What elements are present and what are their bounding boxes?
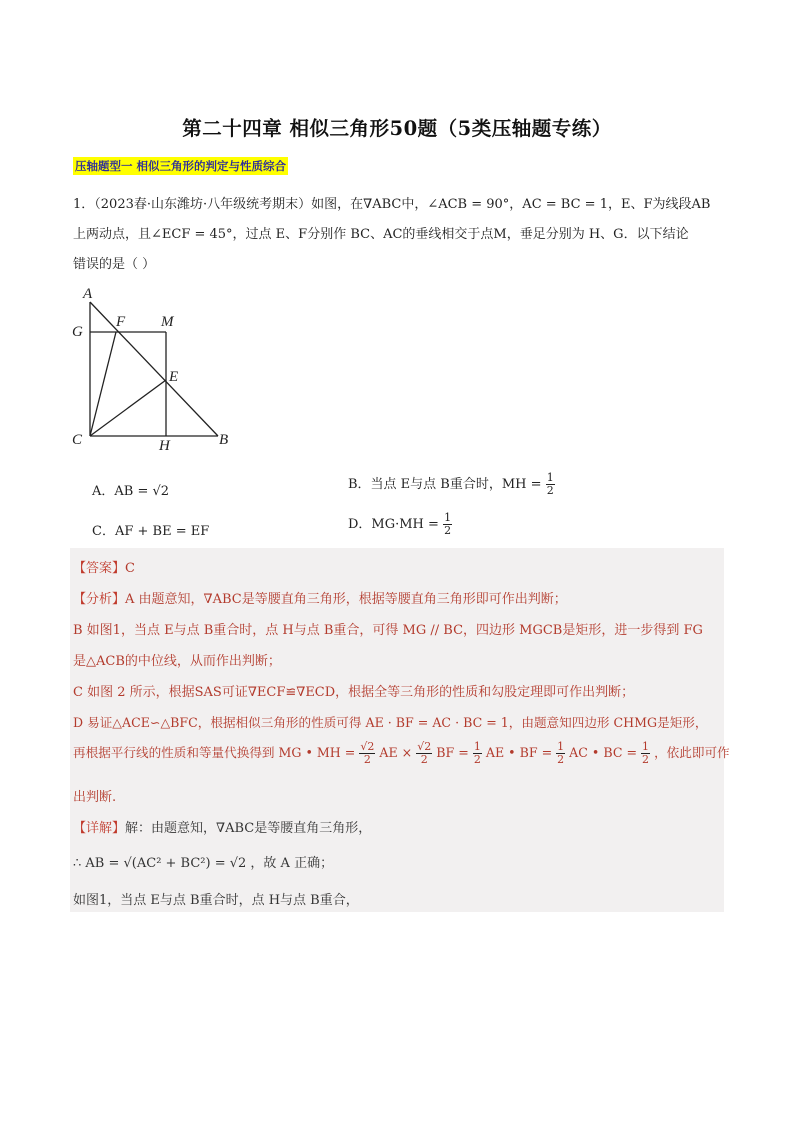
detail-label: 【详解】 bbox=[73, 821, 126, 836]
option-c: C．AF + BE = EF bbox=[92, 524, 210, 539]
fraction-numerator: 1 bbox=[444, 511, 452, 524]
option-b bbox=[348, 472, 555, 497]
detail-line2: ∴ AB = √(AC² + BC²) = √2 ，故 A 正确； bbox=[73, 856, 334, 871]
fraction-numerator: 1 bbox=[642, 740, 650, 753]
page-title: 第二十四章 相似三角形50题（5类压轴题专练） bbox=[182, 117, 612, 140]
fraction-numerator: 1 bbox=[557, 740, 565, 753]
analysis-d2-mid2: BF = bbox=[436, 745, 469, 760]
analysis-a-text: A 由题意知，∇ABC是等腰直角三角形，根据等腰直角三角形即可作出判断； bbox=[125, 592, 567, 607]
analysis-d2-mid3: AE • BF = bbox=[485, 745, 553, 760]
question-line-1: 1．（2023春·山东潍坊·八年级统考期末）如图，在∇ABC中，∠ACB = 90°，AC = BC = 1，E、F为线段AB bbox=[73, 197, 711, 212]
fraction-denominator: 2 bbox=[557, 753, 565, 766]
analysis-d2-mid4: AC • BC = bbox=[569, 745, 638, 760]
answer-value: C bbox=[125, 561, 135, 576]
answer-line bbox=[73, 557, 135, 576]
detail-text-1: 解：由题意知，∇ABC是等腰直角三角形， bbox=[125, 821, 372, 836]
label-C: C bbox=[72, 432, 83, 448]
analysis-d2-suffix: ，依此即可作 bbox=[654, 745, 730, 760]
fraction-denominator: 2 bbox=[444, 524, 452, 537]
fraction-numerator: 1 bbox=[546, 471, 554, 484]
detail-line3: 如图1，当点 E与点 B重合时，点 H与点 B重合， bbox=[73, 893, 359, 908]
fraction-sqrt2-over-2 bbox=[416, 741, 432, 766]
fraction-denominator: 2 bbox=[642, 753, 650, 766]
label-M: M bbox=[161, 314, 174, 330]
analysis-b-line1: B 如图1，当点 E与点 B重合时，点 H与点 B重合，可得 MG // BC，四边形 MGCB是矩形，进一步得到 FG bbox=[73, 623, 703, 638]
section-tag: 压轴题型一 相似三角形的判定与性质综合 bbox=[75, 159, 287, 173]
fraction-denominator: 2 bbox=[363, 753, 371, 766]
fraction-numerator: √2 bbox=[417, 740, 432, 753]
fraction-numerator: 1 bbox=[473, 740, 481, 753]
fraction-one-half bbox=[556, 741, 565, 766]
option-d-text: D．MG·MH = bbox=[348, 517, 439, 532]
question-line-2: 上两动点，且∠ECF = 45°，过点 E、F分别作 BC、AC的垂线相交于点M，垂足分别为 H、G．以下结论 bbox=[73, 227, 689, 242]
option-b-fraction bbox=[546, 472, 555, 497]
fraction-one-half bbox=[473, 741, 482, 766]
analysis-d-line2 bbox=[73, 741, 730, 766]
answer-label: 【答案】 bbox=[73, 561, 126, 576]
fraction-sqrt2-over-2 bbox=[359, 741, 375, 766]
analysis-b-line2: 是△ACB的中位线，从而作出判断； bbox=[73, 654, 281, 669]
label-B: B bbox=[219, 432, 229, 448]
analysis-d-line3: 出判断. bbox=[73, 790, 117, 805]
option-b-text: B．当点 E与点 B重合时，MH = bbox=[348, 477, 542, 492]
fraction-denominator: 2 bbox=[473, 753, 481, 766]
analysis-label: 【分析】 bbox=[73, 592, 126, 607]
analysis-d-line1: D 易证△ACE∽△BFC，根据相似三角形的性质可得 AE · BF = AC · BC = 1，由题意知四边形 CHMG是矩形， bbox=[73, 715, 708, 730]
fraction-denominator: 2 bbox=[546, 484, 554, 497]
fraction-numerator: √2 bbox=[360, 740, 375, 753]
figure-lines bbox=[90, 302, 218, 436]
question-line-3: 错误的是（ ） bbox=[73, 257, 156, 272]
label-H: H bbox=[159, 438, 170, 452]
option-d-fraction bbox=[443, 512, 452, 537]
geometry-figure bbox=[66, 282, 238, 452]
label-E: E bbox=[169, 369, 179, 385]
option-a: A．AB = √2 bbox=[92, 484, 170, 499]
label-F: F bbox=[116, 314, 126, 330]
analysis-d2-mid: AE × bbox=[379, 745, 413, 760]
option-d bbox=[348, 512, 452, 537]
analysis-d2-prefix: 再根据平行线的性质和等量代换得到 MG • MH = bbox=[73, 745, 356, 760]
fraction-one-half bbox=[641, 741, 650, 766]
label-A: A bbox=[83, 286, 93, 302]
analysis-a bbox=[73, 588, 567, 607]
fraction-denominator: 2 bbox=[420, 753, 428, 766]
label-G: G bbox=[72, 324, 83, 340]
analysis-c: C 如图 2 所示，根据SAS可证∇ECF≌∇ECD，根据全等三角形的性质和勾股定理即可作出判断； bbox=[73, 685, 635, 700]
detail-line1 bbox=[73, 817, 371, 836]
